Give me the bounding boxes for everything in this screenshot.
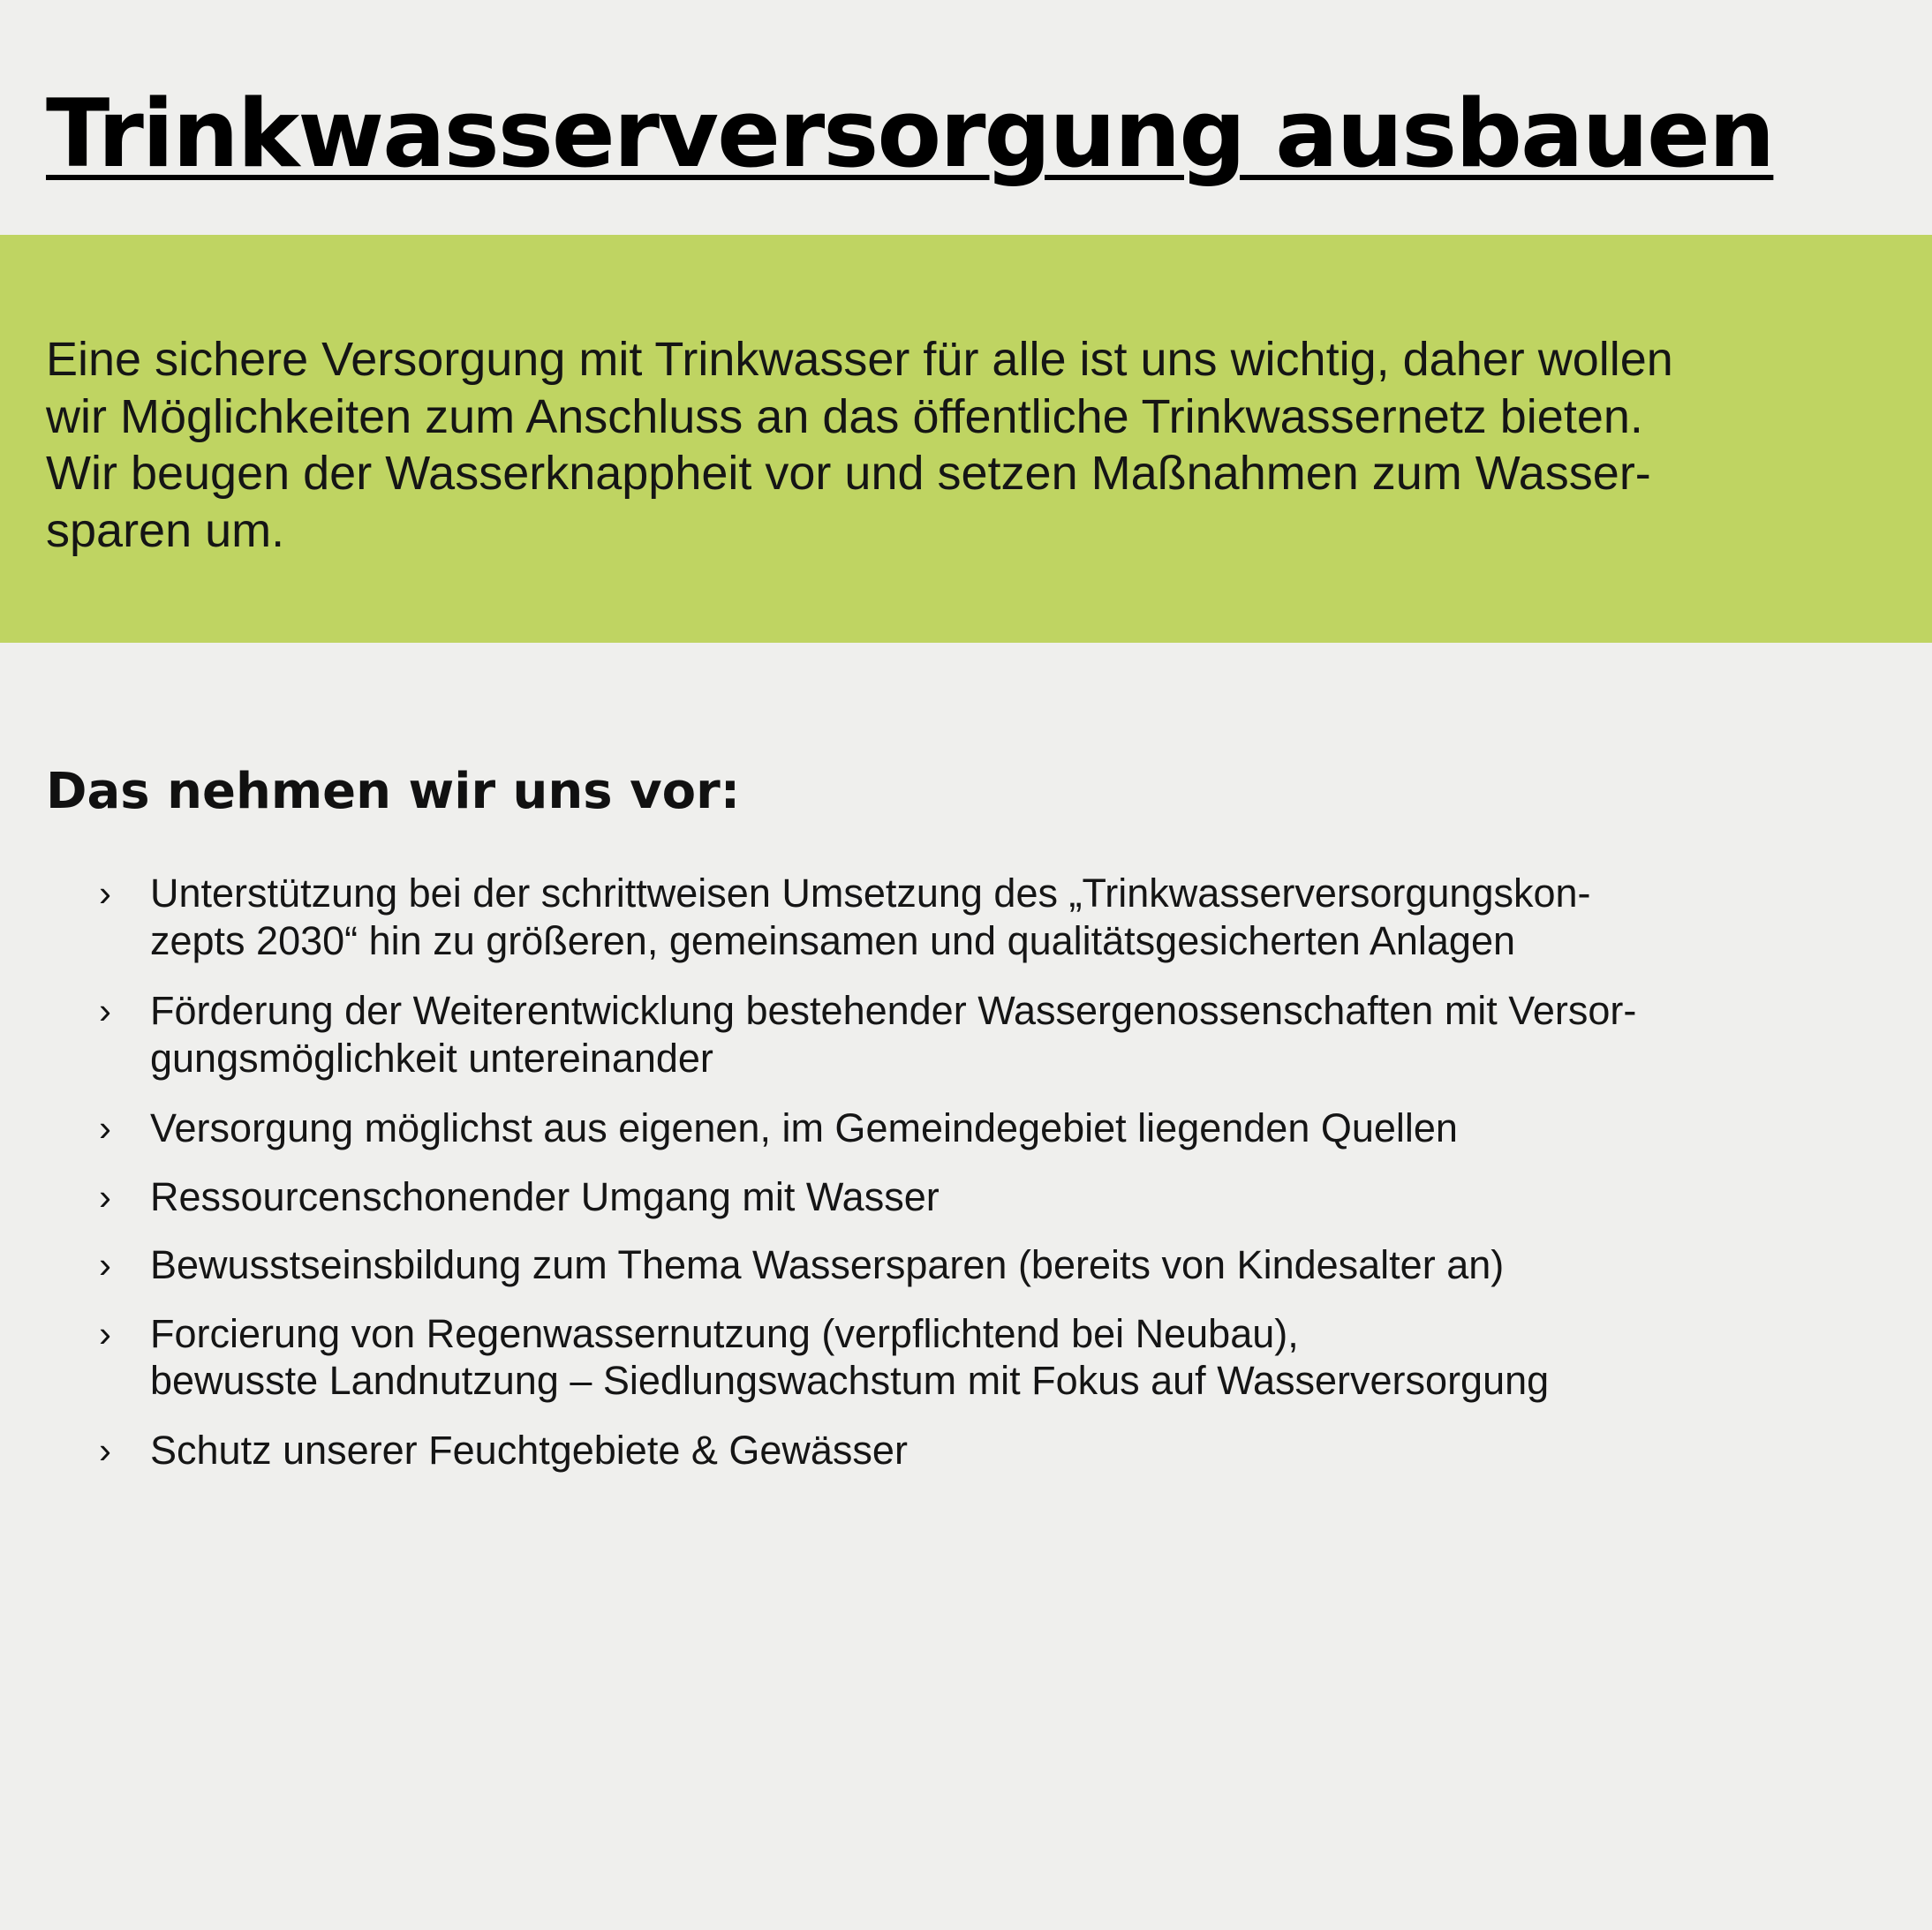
- list-item-line: Ressourcenschonender Umgang mit Wasser: [150, 1174, 940, 1219]
- list-item-line: zepts 2030“ hin zu größeren, gemeinsamen und qualitätsgesicherten Anlagen: [150, 918, 1515, 963]
- bullet-chevron-icon: ›: [99, 1429, 111, 1471]
- bullet-chevron-icon: ›: [99, 872, 111, 914]
- list-item-line: Förderung der Weiterentwicklung bestehender Wassergenossenschaften mit Versor-: [150, 988, 1637, 1033]
- bullet-chevron-icon: ›: [99, 1244, 111, 1285]
- bullet-chevron-icon: ›: [99, 1313, 111, 1354]
- section-heading: Das nehmen wir uns vor:: [46, 763, 741, 820]
- list-item-line: gungsmöglichkeit untereinander: [150, 1036, 713, 1081]
- bullet-chevron-icon: ›: [99, 1176, 111, 1218]
- bullet-chevron-icon: ›: [99, 1107, 111, 1149]
- list-item-line: Bewusstseinsbildung zum Thema Wassersparen (bereits von Kindesalter an): [150, 1242, 1505, 1287]
- list-item-line: Versorgung möglichst aus eigenen, im Gemeindegebiet liegenden Quellen: [150, 1105, 1458, 1150]
- list-item-line: Forcierung von Regenwassernutzung (verpflichtend bei Neubau),: [150, 1311, 1299, 1356]
- intro-text-line: wir Möglichkeiten zum Anschluss an das öffentliche Trinkwassernetz bieten.: [46, 390, 1643, 443]
- page-title: Trinkwasserversorgung ausbauen: [46, 79, 1774, 188]
- list-item-line: Unterstützung bei der schrittweisen Umsetzung des „Trinkwasserversorgungskon-: [150, 871, 1591, 916]
- bullet-chevron-icon: ›: [99, 990, 111, 1031]
- list-item-line: bewusste Landnutzung – Siedlungswachstum mit Fokus auf Wasserversorgung: [150, 1358, 1550, 1403]
- intro-text-line: Eine sichere Versorgung mit Trinkwasser für alle ist uns wichtig, daher wollen: [46, 333, 1673, 386]
- intro-text-line: sparen um.: [46, 504, 285, 557]
- intro-text-line: Wir beugen der Wasserknappheit vor und setzen Maßnahmen zum Wasser-: [46, 447, 1651, 500]
- list-item-line: Schutz unserer Feuchtgebiete & Gewässer: [150, 1428, 908, 1473]
